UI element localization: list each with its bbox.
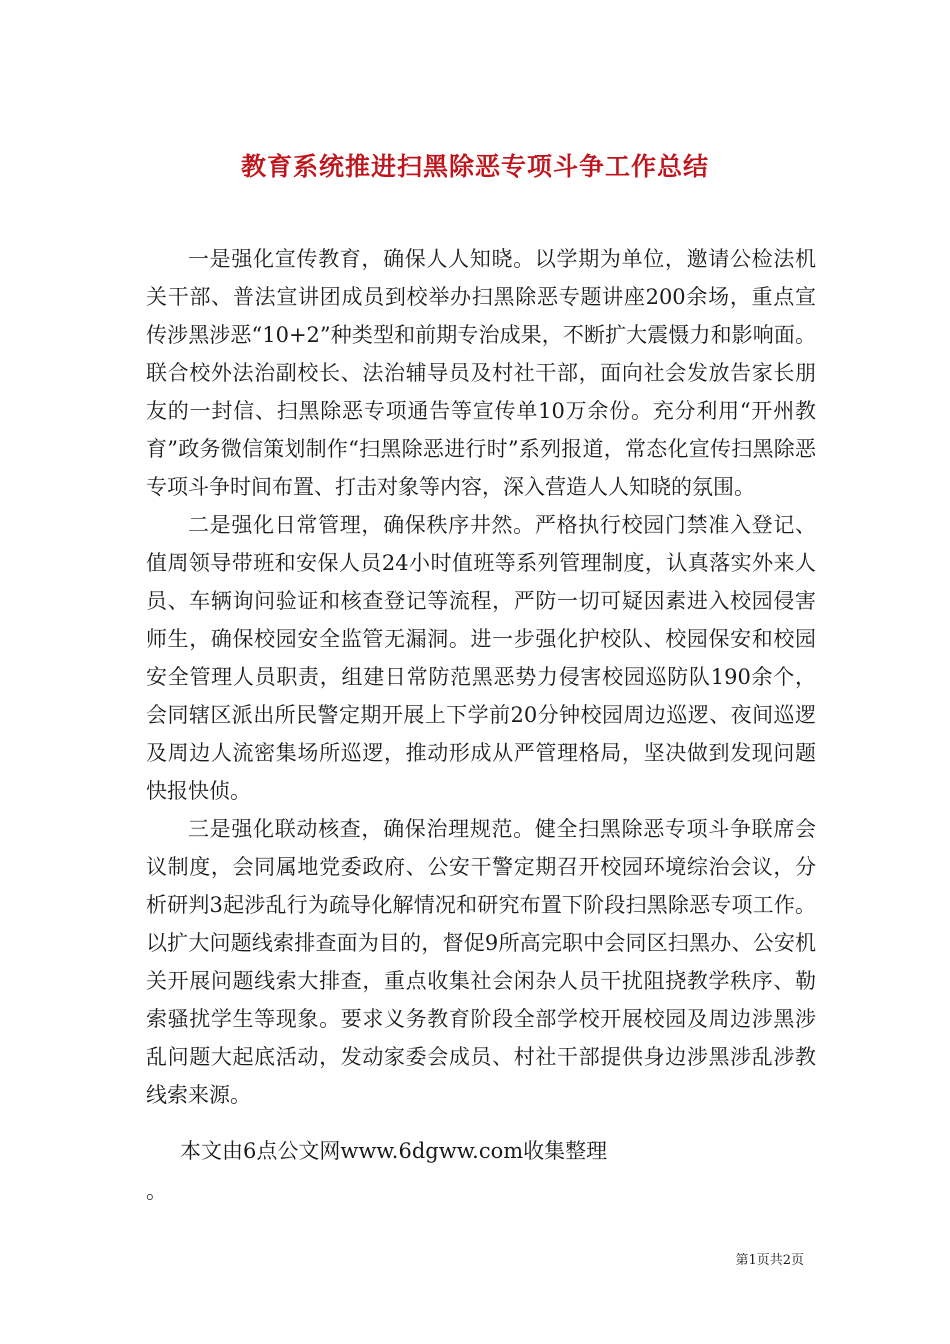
document-body — [146, 240, 816, 1114]
page-indicator: 第1页共2页 — [735, 1253, 804, 1268]
source-note: 本文由6点公文网www.6dgww.com收集整理 — [180, 1139, 608, 1163]
paragraph-daily-management: 二是强化日常管理，确保秩序井然。严格执行校园门禁准入登记、值周领导带班和安保人员24小时值班等系列管理制度，认真落实外来人员、车辆询问验证和核查登记等流程，严防一切可疑因素进入校园侵害师生，确保校园安全监管无漏洞。进一步强化护校队、校园保安和校园安全管理人员职责，组建日常防范黑恶势力侵害校园巡防队190余个，会同辖区派出所民警定期开展上下学前20分钟校园周边巡逻、夜间巡逻及周边人流密集场所巡逻，推动形成从严管理格局，坚决做到发现问题快报快侦。 — [146, 513, 816, 803]
document-title: 教育系统推进扫黑除恶专项斗争工作总结 — [240, 151, 709, 181]
paragraph-publicity: 一是强化宣传教育，确保人人知晓。以学期为单位，邀请公检法机关干部、普法宣讲团成员到校举办扫黑除恶专题讲座200余场，重点宣传涉黑涉恶“10+2”种类型和前期专治成果，不断扩大震慑力和影响面。联合校外法治副校长、法治辅导员及村社干部，面向社会发放告家长朋友的一封信、扫黑除恶专项通告等宣传单10万余份。充分利用“开州教育”政务微信策划制作“扫黑除恶进行时”系列报道，常态化宣传扫黑除恶专项斗争时间布置、打击对象等内容，深入营造人人知晓的氛围。 — [146, 247, 816, 499]
paragraph-joint-inspection: 三是强化联动核查，确保治理规范。健全扫黑除恶专项斗争联席会议制度，会同属地党委政府、公安干警定期召开校园环境综治会议，分析研判3起涉乱行为疏导化解情况和研究布置下阶段扫黑除恶专项工作。以扩大问题线索排查面为目的，督促9所高完职中会同区扫黑办、公安机关开展问题线索大排查，重点收集社会闲杂人员干扰阻挠教学秩序、勒索骚扰学生等现象。要求义务教育阶段全部学校开展校园及周边涉黑涉乱问题大起底活动，发动家委会成员、村社干部提供身边涉黑涉乱涉教线索来源。 — [146, 817, 816, 1107]
trailing-punctuation: 。 — [146, 1179, 167, 1203]
